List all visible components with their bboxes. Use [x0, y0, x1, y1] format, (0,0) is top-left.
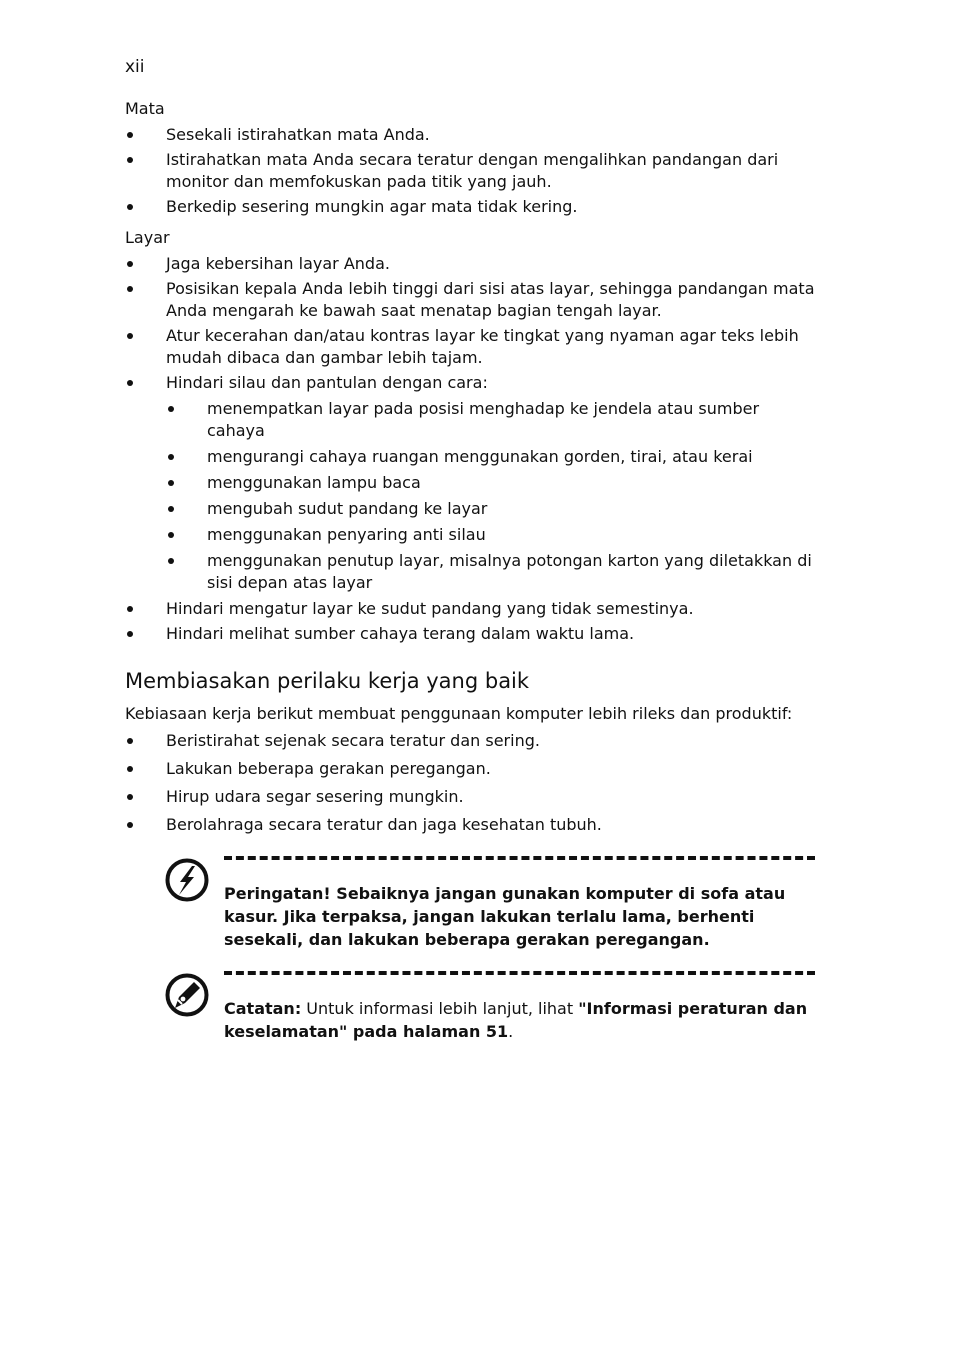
list-item: Istirahatkan mata Anda secara teratur dengan mengalihkan pandangan dari monitor dan memfokuskan pada titik yang jauh. — [125, 149, 815, 193]
note-callout — [125, 971, 815, 1043]
list-item: Atur kecerahan dan/atau kontras layar ke tingkat yang nyaman agar teks lebih mudah dibaca dan gambar lebih tajam. — [125, 325, 815, 369]
note-pen-icon — [165, 973, 209, 1017]
list-item: Jaga kebersihan layar Anda. — [125, 253, 815, 275]
note-body: Untuk informasi lebih lanjut, lihat — [301, 999, 579, 1018]
list-item: Posisikan kepala Anda lebih tinggi dari sisi atas layar, sehingga pandangan mata Anda mengarah ke bawah saat menatap bagian tengah layar. — [125, 278, 815, 322]
layar-list — [125, 253, 815, 645]
section-label-mata: Mata — [125, 99, 165, 118]
sub-list-item: menggunakan lampu baca — [166, 472, 815, 494]
note-end: . — [508, 1022, 514, 1041]
warning-lightning-icon — [165, 858, 209, 902]
callout-divider — [224, 856, 815, 860]
page-content — [125, 98, 815, 1043]
glare-sublist — [166, 398, 815, 594]
page-number: xii — [125, 57, 145, 77]
note-reference-link[interactable]: "Informasi peraturan dan keselamatan" pada halaman 51 — [224, 999, 808, 1041]
habits-list — [125, 730, 815, 836]
list-item: Beristirahat sejenak secara teratur dan sering. — [125, 730, 815, 752]
mata-list — [125, 124, 815, 218]
sub-list-item: menggunakan penyaring anti silau — [166, 524, 815, 546]
sub-list-item: mengurangi cahaya ruangan menggunakan gorden, tirai, atau kerai — [166, 446, 815, 468]
list-item: Hindari melihat sumber cahaya terang dalam waktu lama. — [125, 623, 815, 645]
section-intro: Kebiasaan kerja berikut membuat penggunaan komputer lebih rileks dan produktif: — [125, 704, 793, 723]
list-item: Hindari mengatur layar ke sudut pandang yang tidak semestinya. — [125, 598, 815, 620]
callout-divider — [224, 971, 815, 975]
sub-list-item: menempatkan layar pada posisi menghadap ke jendela atau sumber cahaya — [166, 398, 815, 442]
list-item: Hirup udara segar sesering mungkin. — [125, 786, 815, 808]
sub-list-item: mengubah sudut pandang ke layar — [166, 498, 815, 520]
section-label-layar: Layar — [125, 228, 170, 247]
list-item-with-sublist — [125, 372, 815, 594]
section-heading: Membiasakan perilaku kerja yang baik — [125, 669, 530, 693]
list-item: Berkedip sesering mungkin agar mata tidak kering. — [125, 196, 815, 218]
warning-text: Peringatan! Sebaiknya jangan gunakan komputer di sofa atau kasur. Jika terpaksa, jangan lakukan terlalu lama, berhenti sesekali, dan lakukan beberapa gerakan peregangan. — [224, 884, 786, 949]
warning-callout — [125, 856, 815, 951]
sub-list-item: menggunakan penutup layar, misalnya potongan karton yang diletakkan di sisi depan atas layar — [166, 550, 815, 594]
list-item: Berolahraga secara teratur dan jaga kesehatan tubuh. — [125, 814, 815, 836]
note-label: Catatan: — [224, 999, 302, 1018]
list-item: Sesekali istirahatkan mata Anda. — [125, 124, 815, 146]
list-item-text: Hindari silau dan pantulan dengan cara: — [166, 373, 488, 392]
list-item: Lakukan beberapa gerakan peregangan. — [125, 758, 815, 780]
note-text — [224, 997, 815, 1043]
